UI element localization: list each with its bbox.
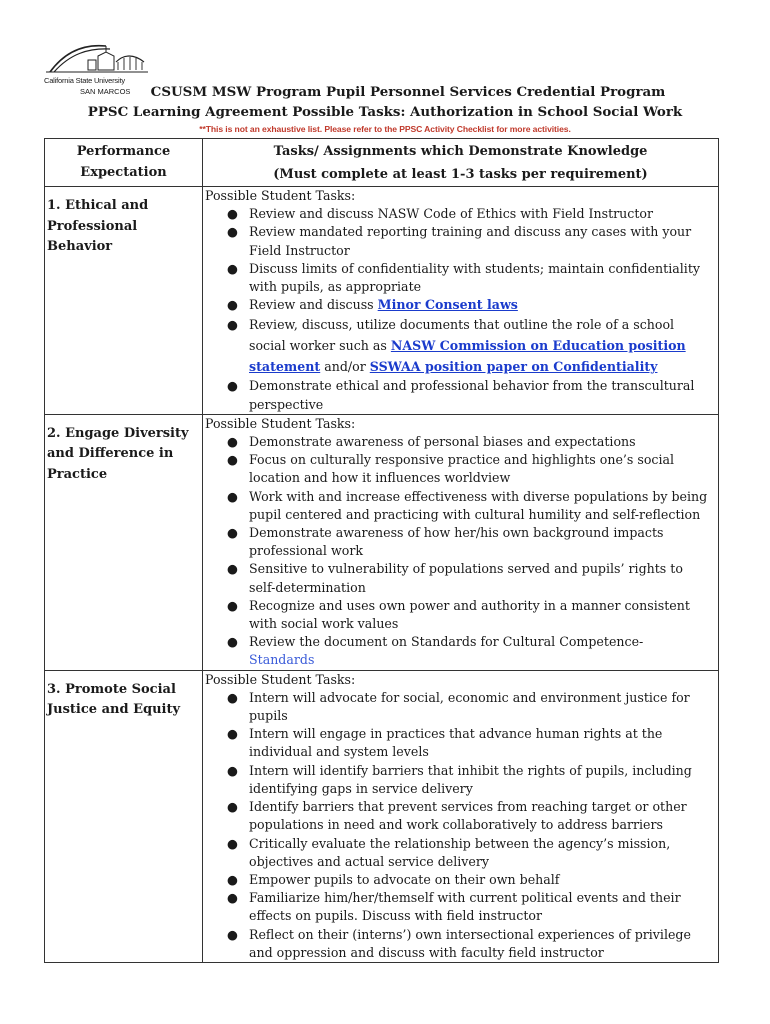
header-col1-line1: Performance bbox=[76, 144, 171, 159]
bullet-icon: ● bbox=[227, 297, 238, 313]
list-item: ● Work with and increase effectiveness with diverse populations by being pupil centered and practicing with cultural humility and self-reflection bbox=[227, 488, 708, 522]
bullet-icon: ● bbox=[227, 434, 238, 450]
bullet-icon: ● bbox=[227, 597, 238, 613]
minor-consent-laws-link[interactable]: Minor Consent laws bbox=[377, 297, 518, 313]
nasw-position-statement-link[interactable]: NASW Commission on Education position statement bbox=[249, 338, 686, 375]
list-item: ● Demonstrate awareness of personal biases and expectations bbox=[203, 433, 718, 451]
sswaa-position-paper-link[interactable]: SSWAA position paper on Confidentiality bbox=[369, 359, 658, 375]
list-item: ● Intern will advocate for social, economic and environment justice for pupils bbox=[227, 689, 690, 724]
bullet-icon: ● bbox=[227, 871, 238, 887]
list-item: ● Critically evaluate the relationship between the agency’s mission, objectives and actual service delivery bbox=[227, 835, 671, 869]
expectation-label: 2. Engage Diversity bbox=[47, 425, 189, 441]
tasks-cell bbox=[203, 187, 719, 415]
bullet-icon: ● bbox=[227, 890, 238, 906]
tasks-cell bbox=[203, 414, 719, 670]
task-list bbox=[203, 205, 718, 414]
table-row bbox=[45, 670, 719, 962]
title-line-2: PPSC Learning Agreement Possible Tasks: Authorization in School Social Work bbox=[87, 104, 683, 120]
tasks-lead: Possible Student Tasks: bbox=[205, 671, 356, 687]
standards-link[interactable]: Standards bbox=[249, 652, 315, 668]
expectation-cell bbox=[45, 670, 203, 962]
header-col2-line1: Tasks/ Assignments which Demonstrate Knowledge bbox=[273, 144, 648, 159]
list-item: ● Sensitive to vulnerability of populations served and pupils’ rights to self-determination bbox=[227, 561, 683, 595]
logo-campus-name: SAN MARCOS bbox=[80, 87, 131, 96]
table-row bbox=[45, 414, 719, 670]
header-col2-line2: (Must complete at least 1-3 tasks per requirement) bbox=[273, 167, 648, 182]
list-item: ● Review, discuss, utilize documents that outline the role of a school social worker such as NASW Commission on Education position statement and/or SSWAA position paper on Confidentiality bbox=[203, 314, 718, 377]
bullet-icon: ● bbox=[227, 224, 238, 240]
list-item: ● Identify barriers that prevent services from reaching target or other populations in need and work collaboratively to address barriers bbox=[227, 799, 687, 833]
bullet-icon: ● bbox=[227, 762, 238, 778]
bullet-icon: ● bbox=[227, 317, 238, 333]
list-item: ● Empower pupils to advocate on their own behalf bbox=[203, 871, 718, 889]
list-item: ● Discuss limits of confidentiality with students; maintain confidentiality with pupils, as appropriate bbox=[227, 260, 700, 295]
table-header-row bbox=[45, 139, 719, 187]
expectation-label: Practice bbox=[47, 466, 108, 482]
bullet-icon: ● bbox=[227, 260, 238, 276]
bullet-icon: ● bbox=[227, 206, 238, 222]
bullet-icon: ● bbox=[227, 378, 238, 394]
logo-university-name: California State University bbox=[44, 76, 125, 85]
bullet-icon: ● bbox=[227, 561, 238, 577]
list-item: ● Review and discuss NASW Code of Ethics with Field Instructor bbox=[203, 205, 718, 223]
list-item: ● Intern will engage in practices that advance human rights at the individual and system levels bbox=[227, 726, 663, 760]
list-item: ● Familiarize him/her/themself with current political events and their effects on pupils. Discuss with field instructor bbox=[227, 890, 681, 924]
bullet-icon: ● bbox=[227, 835, 238, 851]
bullet-icon: ● bbox=[227, 726, 238, 742]
header-performance-expectation bbox=[45, 139, 203, 187]
list-item: ● Review mandated reporting training and discuss any cases with your Field Instructor bbox=[227, 224, 692, 258]
disclaimer-note: **This is not an exhaustive list. Please refer to the PPSC Activity Checklist for more activities. bbox=[199, 124, 571, 134]
list-item: ● Demonstrate ethical and professional behavior from the transcultural perspective bbox=[227, 378, 695, 412]
task-list bbox=[203, 689, 718, 962]
table-row bbox=[45, 187, 719, 415]
bullet-icon: ● bbox=[227, 452, 238, 468]
bullet-icon: ● bbox=[227, 689, 238, 705]
campus-skyline-icon bbox=[44, 40, 150, 76]
expectation-label: Justice and Equity bbox=[47, 702, 181, 718]
bullet-icon: ● bbox=[227, 799, 238, 815]
header-col1-line2: Expectation bbox=[80, 165, 167, 180]
task-list bbox=[203, 433, 718, 670]
list-item: ● Review and discuss Minor Consent laws bbox=[203, 296, 718, 314]
list-item: ● Recognize and uses own power and authority in a manner consistent with social work values bbox=[227, 597, 690, 632]
list-item: ● Reflect on their (interns’) own intersectional experiences of privilege and oppression and discuss with faculty field instructor bbox=[227, 926, 691, 960]
expectation-cell bbox=[45, 414, 203, 670]
expectation-label: 1. Ethical and bbox=[47, 198, 149, 213]
expectation-cell bbox=[45, 187, 203, 415]
bullet-icon: ● bbox=[227, 488, 238, 504]
header-tasks bbox=[203, 139, 719, 187]
list-item: ● Intern will identify barriers that inhibit the rights of pupils, including identifying gaps in service delivery bbox=[227, 762, 692, 796]
bullet-icon: ● bbox=[227, 926, 238, 942]
list-item: ● Demonstrate awareness of how her/his own background impacts professional work bbox=[227, 525, 664, 559]
title-line-1: CSUSM MSW Program Pupil Personnel Services Credential Program bbox=[150, 84, 666, 100]
expectation-label: and Difference in bbox=[47, 446, 174, 462]
tasks-lead: Possible Student Tasks: bbox=[205, 188, 356, 203]
bullet-icon: ● bbox=[227, 634, 238, 650]
tasks-table bbox=[44, 138, 719, 963]
list-item: ● Focus on culturally responsive practice and highlights one’s social location and how it influences worldview bbox=[227, 452, 675, 486]
expectation-label: Professional Behavior bbox=[47, 218, 138, 254]
tasks-lead: Possible Student Tasks: bbox=[205, 415, 356, 431]
document-title bbox=[0, 82, 770, 122]
list-item: ● Review the document on Standards for Cultural Competence- Standards bbox=[227, 634, 644, 668]
bullet-icon: ● bbox=[227, 525, 238, 541]
tasks-cell bbox=[203, 670, 719, 962]
expectation-label: 3. Promote Social bbox=[47, 681, 176, 697]
